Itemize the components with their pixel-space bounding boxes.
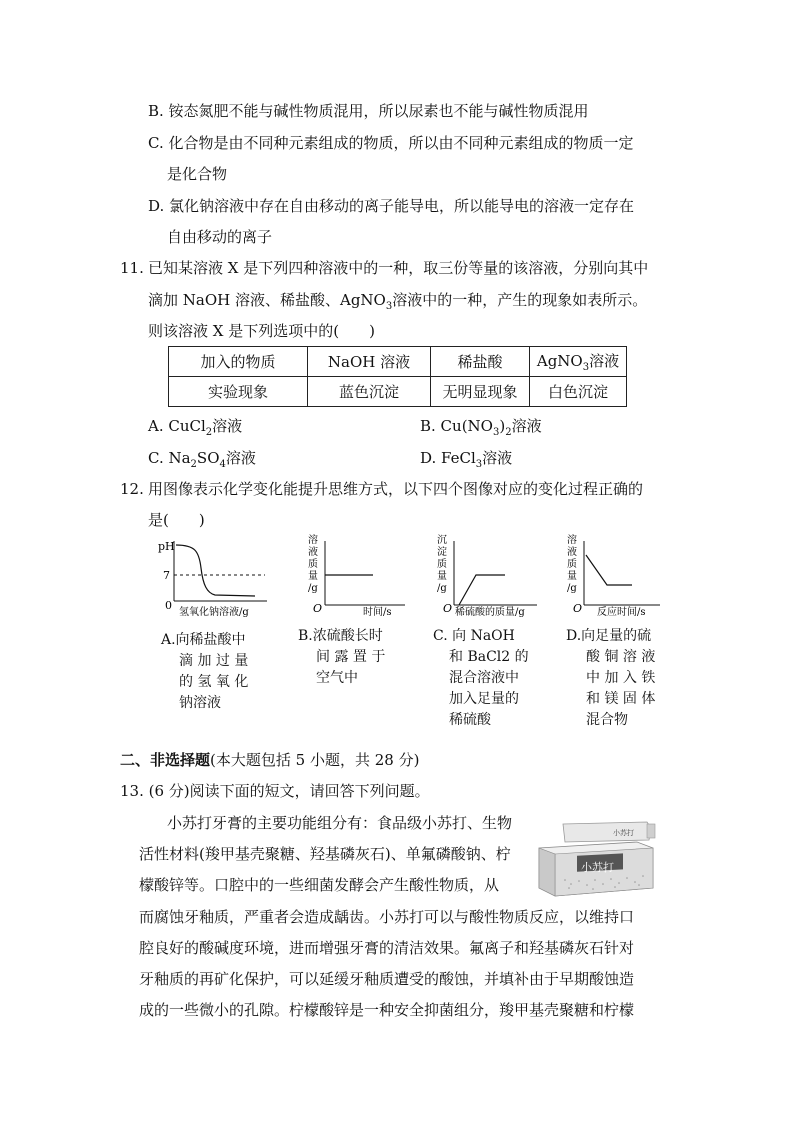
graph-c-x-label: 稀硫酸的质量/g bbox=[455, 607, 525, 618]
q13-paragraph-line: 而腐蚀牙釉质，严重者会造成龋齿。小苏打可以与酸性物质反应，以维持口 bbox=[139, 908, 635, 926]
toothpaste-package-image bbox=[535, 818, 657, 898]
q10-option-b: B. 铵态氮肥不能与碱性物质混用，所以尿素也不能与碱性物质混用 bbox=[148, 102, 589, 120]
q10-option-c-line1: C. 化合物是由不同种元素组成的物质，所以由不同种元素组成的物质一定 bbox=[148, 134, 634, 152]
table-cell: 实验现象 bbox=[169, 377, 308, 407]
graph-d-y-label-4: 量 bbox=[567, 571, 577, 582]
table-cell: 蓝色沉淀 bbox=[308, 377, 431, 407]
graph-d-y-label-2: 液 bbox=[567, 547, 577, 558]
graph-d-y-label-5: /g bbox=[567, 583, 577, 594]
caption-line: 空气中 bbox=[316, 670, 358, 686]
table-row bbox=[169, 347, 627, 377]
q11-line1: 已知某溶液 X 是下列四种溶液中的一种，取三份等量的该溶液，分别向其中 bbox=[148, 259, 649, 277]
graph-b bbox=[305, 533, 415, 618]
graph-a-origin: 0 bbox=[165, 599, 172, 612]
graph-c-y-label-5: /g bbox=[437, 583, 447, 594]
section-2-title: 二、非选择题(本大题包括 5 小题，共 28 分) bbox=[120, 751, 420, 769]
graph-b-x-label: 时间/s bbox=[363, 607, 392, 618]
graph-c bbox=[435, 533, 545, 618]
q12-line2: 是( ) bbox=[148, 511, 205, 529]
q12-line1: 用图像表示化学变化能提升思维方式，以下四个图像对应的变化过程正确的 bbox=[148, 480, 644, 498]
graph-b-y-label-2: 液 bbox=[308, 547, 318, 558]
graph-a-y-label: pH bbox=[158, 540, 175, 553]
graph-d-y-label-3: 质 bbox=[567, 559, 577, 570]
q11-option-d: D. FeCl$_3$溶液 bbox=[420, 449, 513, 470]
caption-line: 混合物 bbox=[586, 712, 628, 728]
graph-d bbox=[565, 533, 670, 618]
q11-line2: 滴加 NaOH 溶液、稀盐酸、AgNO$_3$溶液中的一种，产生的现象如表所示。 bbox=[148, 291, 648, 312]
caption-line: B.浓硫酸长时 bbox=[298, 628, 383, 644]
q11-line3: 则该溶液 X 是下列选项中的( ) bbox=[148, 322, 375, 340]
graph-a-caption bbox=[161, 630, 248, 714]
graph-a-mark-7: 7 bbox=[163, 569, 170, 582]
graph-b-caption bbox=[298, 626, 385, 689]
caption-line: 的 氢 氧 化 bbox=[179, 674, 249, 690]
graph-d-x-label: 反应时间/s bbox=[597, 607, 646, 618]
caption-line: 中 加 入 铁 bbox=[586, 670, 656, 686]
graph-d-y-label-1: 溶 bbox=[567, 535, 577, 546]
graph-b-y-label-3: 质 bbox=[308, 559, 318, 570]
q11-number: 11. bbox=[120, 259, 144, 277]
caption-line: 间 露 置 于 bbox=[316, 649, 386, 665]
graph-b-y-label-4: 量 bbox=[308, 571, 318, 582]
q13-paragraph-line: 牙釉质的再矿化保护，可以延缓牙釉质遭受的酸蚀，并填补由于早期酸蚀造 bbox=[139, 970, 635, 988]
table-cell: AgNO$_3$溶液 bbox=[530, 347, 627, 377]
graph-d-caption bbox=[566, 626, 655, 731]
graph-c-caption bbox=[433, 626, 529, 731]
graph-c-y-label-3: 质 bbox=[437, 559, 447, 570]
graph-c-y-label-4: 量 bbox=[437, 571, 447, 582]
q11-option-b: B. $Cu(NO_3)_2$溶液 bbox=[420, 417, 542, 438]
caption-line: 和 镁 固 体 bbox=[586, 691, 656, 707]
graph-b-y-label-1: 溶 bbox=[308, 535, 318, 546]
q13-intro: 13. (6 分)阅读下面的短文，请回答下列问题。 bbox=[120, 782, 430, 800]
caption-line: A.向稀盐酸中 bbox=[161, 632, 246, 648]
table-cell: 白色沉淀 bbox=[530, 377, 627, 407]
caption-line: C. 向 NaOH bbox=[433, 628, 515, 644]
caption-line: 稀硫酸 bbox=[449, 712, 491, 728]
caption-line: 钠溶液 bbox=[179, 695, 221, 711]
q11-option-a: A. CuCl$_2$溶液 bbox=[148, 417, 243, 438]
caption-line: 混合溶液中 bbox=[449, 670, 519, 686]
graph-d-origin: O bbox=[573, 602, 583, 615]
caption-line: D.向足量的硫 bbox=[566, 628, 652, 644]
graph-c-y-label-1: 沉 bbox=[437, 535, 447, 546]
package-box-text: 小苏打 bbox=[581, 861, 614, 874]
graph-c-origin: O bbox=[443, 602, 453, 615]
q10-option-c-line2: 是化合物 bbox=[167, 165, 228, 183]
table-cell: NaOH 溶液 bbox=[308, 347, 431, 377]
q13-paragraph-line: 檬酸锌等。口腔中的一些细菌发酵会产生酸性物质，从 bbox=[139, 876, 500, 894]
package-tube-text: 小苏打 bbox=[613, 829, 634, 837]
q10-option-d-line2: 自由移动的离子 bbox=[167, 228, 273, 246]
graph-a bbox=[155, 533, 280, 618]
table-cell: 稀盐酸 bbox=[431, 347, 530, 377]
q13-paragraph-line: 活性材料(羧甲基壳聚糖、羟基磷灰石)、单氟磷酸钠、柠 bbox=[139, 845, 511, 863]
observation-table bbox=[168, 346, 627, 407]
q11-option-c: C. $Na_2SO_4$溶液 bbox=[148, 449, 256, 470]
q13-paragraph-line: 小苏打牙膏的主要功能组分有：食品级小苏打、生物 bbox=[167, 814, 513, 832]
table-cell: 无明显现象 bbox=[431, 377, 530, 407]
table-cell: 加入的物质 bbox=[169, 347, 308, 377]
graph-c-y-label-2: 淀 bbox=[437, 547, 447, 558]
q13-paragraph-line: 腔良好的酸碱度环境，进而增强牙膏的清洁效果。氟离子和羟基磷灰石针对 bbox=[139, 939, 635, 957]
q10-option-d-line1: D. 氯化钠溶液中存在自由移动的离子能导电，所以能导电的溶液一定存在 bbox=[148, 197, 635, 215]
caption-line: 酸 铜 溶 液 bbox=[586, 649, 656, 665]
caption-line: 滴 加 过 量 bbox=[179, 653, 249, 669]
q13-paragraph-line: 成的一些微小的孔隙。柠檬酸锌是一种安全抑菌组分，羧甲基壳聚糖和柠檬 bbox=[139, 1001, 635, 1019]
graph-a-x-label: 氢氧化钠溶液/g bbox=[179, 607, 249, 618]
caption-line: 和 BaCl2 的 bbox=[449, 649, 529, 665]
graph-b-y-label-5: /g bbox=[308, 583, 318, 594]
caption-line: 加入足量的 bbox=[449, 691, 519, 707]
q12-number: 12. bbox=[120, 480, 144, 498]
table-row bbox=[169, 377, 627, 407]
graph-b-origin: O bbox=[313, 602, 323, 615]
